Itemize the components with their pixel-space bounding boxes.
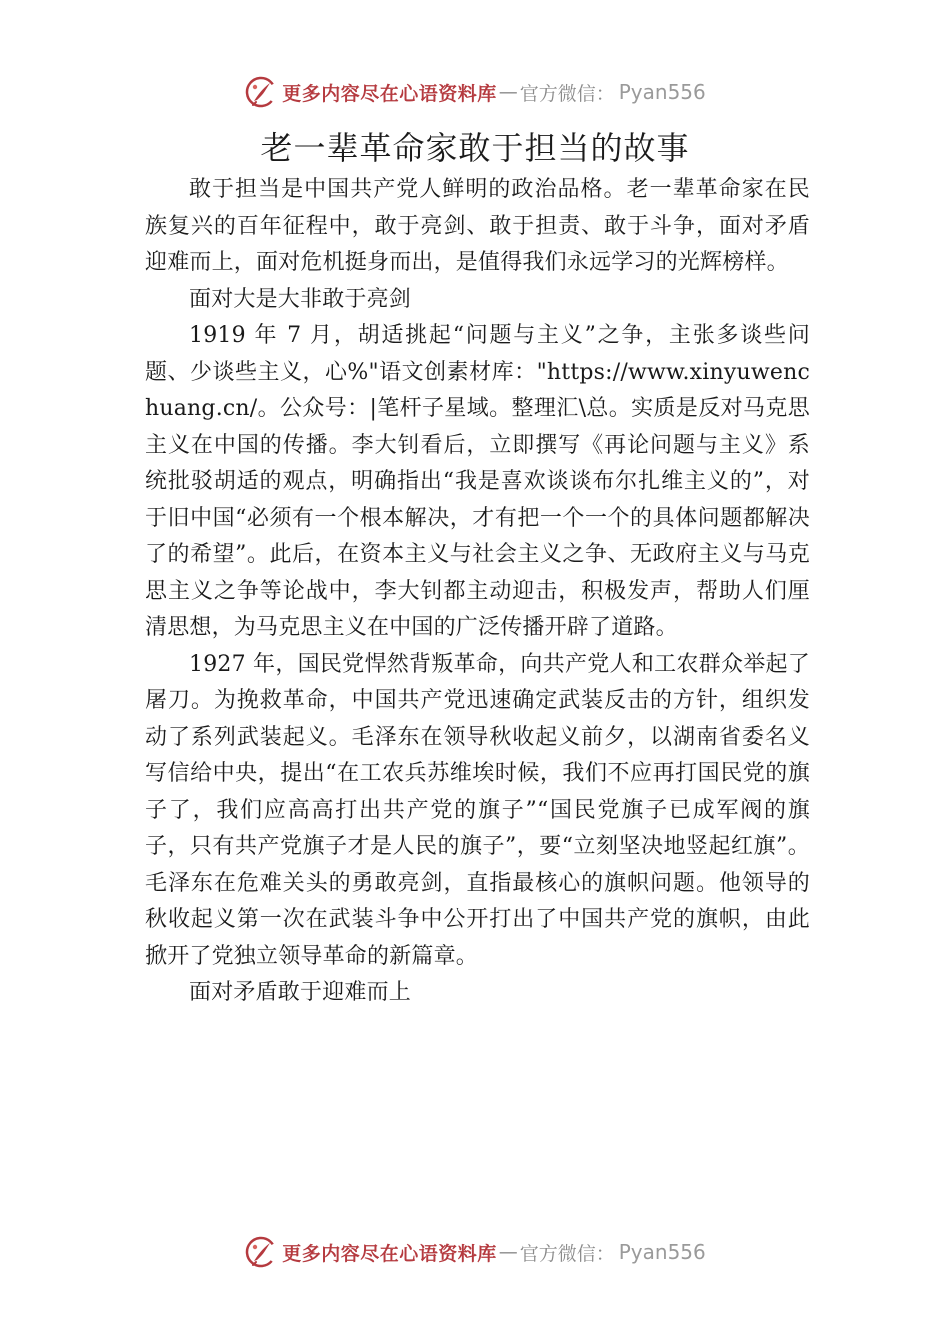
body-paragraph: 1927 年，国民党悍然背叛革命，向共产党人和工农群众举起了屠刀。为挽救革命，中国共产党迅速确定武装反击的方针，组织发动了系列武装起义。毛泽东在领导秋收起义前夕，以湖南省委名义写信给中央，提出“在工农兵苏维埃时候，我们不应再打国民党的旗子了，我们应高高打出共产党的旗子”“国民党旗子已成军阀的旗子，只有共产党旗子才是人民的旗子”，要“立刻坚决地竖起红旗”。毛泽东在危难关头的勇敢亮剑，直指最核心的旗帜问题。他领导的秋收起义第一次在武装斗争中公开打出了中国共产党的旗帜，由此掀开了党独立领导革命的新篇章。 xyxy=(145,651,810,969)
section-heading: 面对矛盾敢于迎难而上 xyxy=(189,980,412,1005)
banner-site-name: 更多内容尽在心语资料库 xyxy=(282,82,497,105)
footer-banner xyxy=(0,1232,950,1272)
banner-separator: — xyxy=(498,81,518,103)
banner-site-name: 更多内容尽在心语资料库 xyxy=(282,1242,497,1265)
body-paragraph: 1919 年 7 月，胡适挑起“问题与主义”之争，主张多谈些问题、少谈些主义，心%"语文创素材库："https://www.xinyuwenchuang.cn/。公众号：|笔杆子星域。整理汇\总。实质是反对马克思主义在中国的传播。李大钊看后，立即撰写《再论问题与主义》系统批驳胡适的观点，明确指出“我是喜欢谈谈布尔扎维主义的”，对于旧中国“必须有一个根本解决，才有把一个一个的具体问题都解决了的希望”。此后，在资本主义与社会主义之争、无政府主义与马克思主义之争等论战中，李大钊都主动迎击，积极发声，帮助人们厘清思想，为马克思主义在中国的广泛传播开辟了道路。 xyxy=(145,323,810,640)
header-banner xyxy=(0,72,950,112)
banner-wechat-id: Pyan556 xyxy=(618,80,706,104)
document-title: 老一辈革命家敢于担当的故事 xyxy=(260,129,690,167)
banner-wechat-id: Pyan556 xyxy=(618,1240,706,1264)
flame-pen-logo-icon xyxy=(244,1235,278,1269)
banner-wechat-label: 官方微信： xyxy=(519,1242,615,1265)
section-heading: 面对大是大非敢于亮剑 xyxy=(189,286,412,312)
intro-paragraph: 敢于担当是中国共产党人鲜明的政治品格。老一辈革命家在民族复兴的百年征程中，敢于亮剑、敢于担责、敢于斗争，面对矛盾迎难而上，面对危机挺身而出，是值得我们永远学习的光辉榜样。 xyxy=(145,177,810,275)
banner-wechat-label: 官方微信： xyxy=(519,82,615,105)
document-body xyxy=(145,172,810,1012)
flame-pen-logo-icon xyxy=(244,75,278,109)
banner-separator: — xyxy=(498,1241,518,1263)
